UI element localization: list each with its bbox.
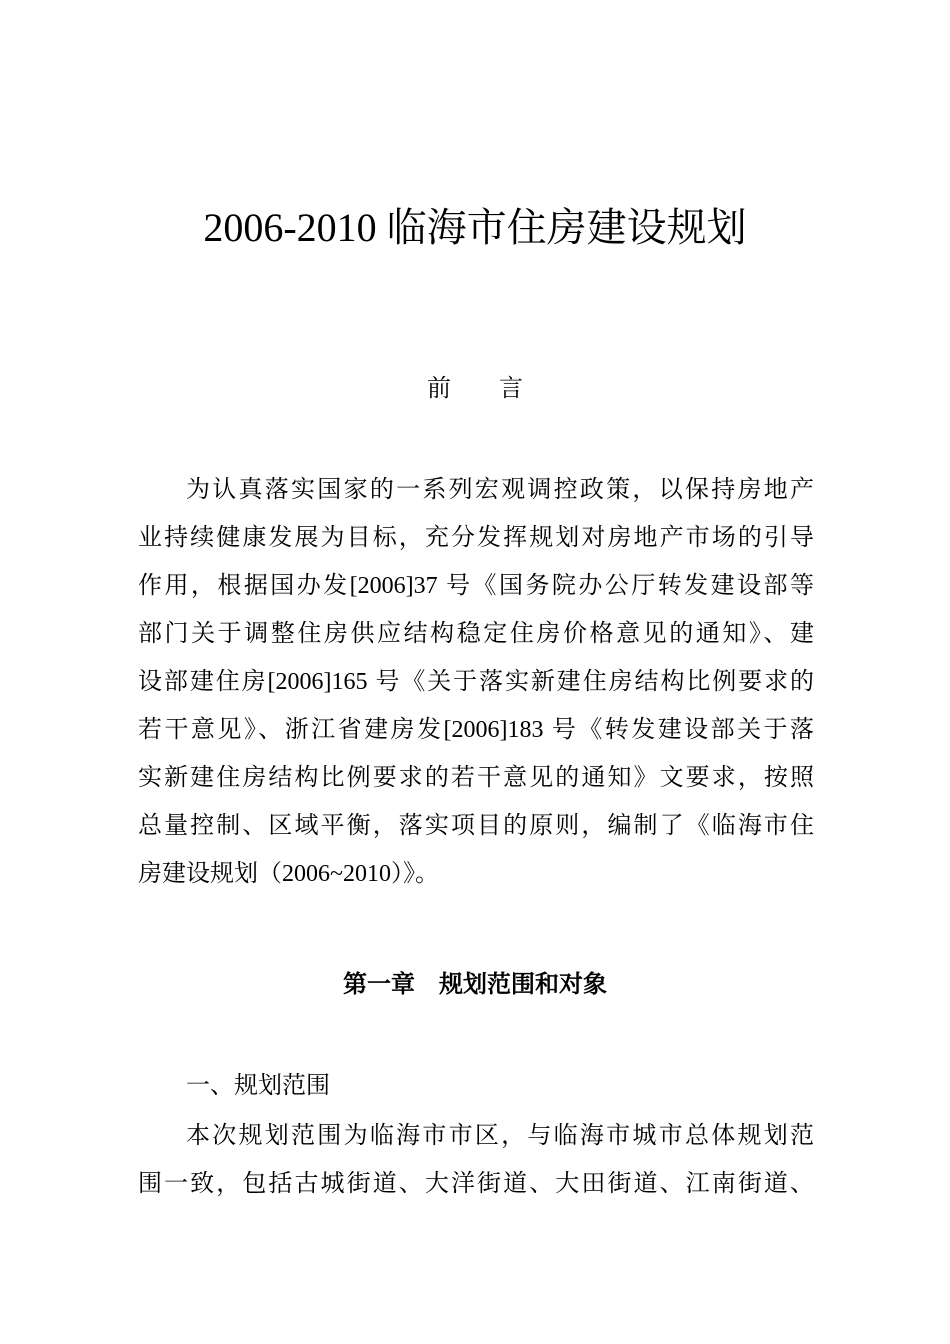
scope-paragraph — [138, 1112, 814, 1208]
paragraph-line: 作用，根据国办发[2006]37 号《国务院办公厅转发建设部等 — [138, 573, 814, 599]
paragraph-line: 本次规划范围为临海市市区，与临海市城市总体规划范 — [186, 1123, 814, 1149]
paragraph-line: 为认真落实国家的一系列宏观调控政策，以保持房地产 — [186, 477, 814, 503]
paragraph-line: 设部建住房[2006]165 号《关于落实新建住房结构比例要求的 — [138, 669, 814, 695]
paragraph-line: 实新建住房结构比例要求的若干意见的通知》文要求，按照 — [138, 765, 814, 791]
paragraph-line: 总量控制、区域平衡，落实项目的原则，编制了《临海市住 — [138, 813, 814, 839]
paragraph-line: 业持续健康发展为目标，充分发挥规划对房地产市场的引导 — [138, 525, 814, 551]
paragraph-line: 部门关于调整住房供应结构稳定住房价格意见的通知》、建 — [138, 621, 814, 647]
section-subheading: 一、规划范围 — [186, 1073, 330, 1099]
paragraph-line: 围一致，包括古城街道、大洋街道、大田街道、江南街道、 — [138, 1171, 814, 1197]
paragraph-line: 房建设规划（2006~2010）》。 — [138, 861, 439, 887]
document-title: 2006-2010 临海市住房建设规划 — [203, 205, 747, 250]
chapter-heading: 第一章 规划范围和对象 — [343, 970, 607, 998]
preface-heading: 前 言 — [427, 374, 523, 402]
paragraph-line: 若干意见》、浙江省建房发[2006]183 号《转发建设部关于落 — [138, 717, 814, 743]
preface-paragraph — [138, 466, 814, 898]
